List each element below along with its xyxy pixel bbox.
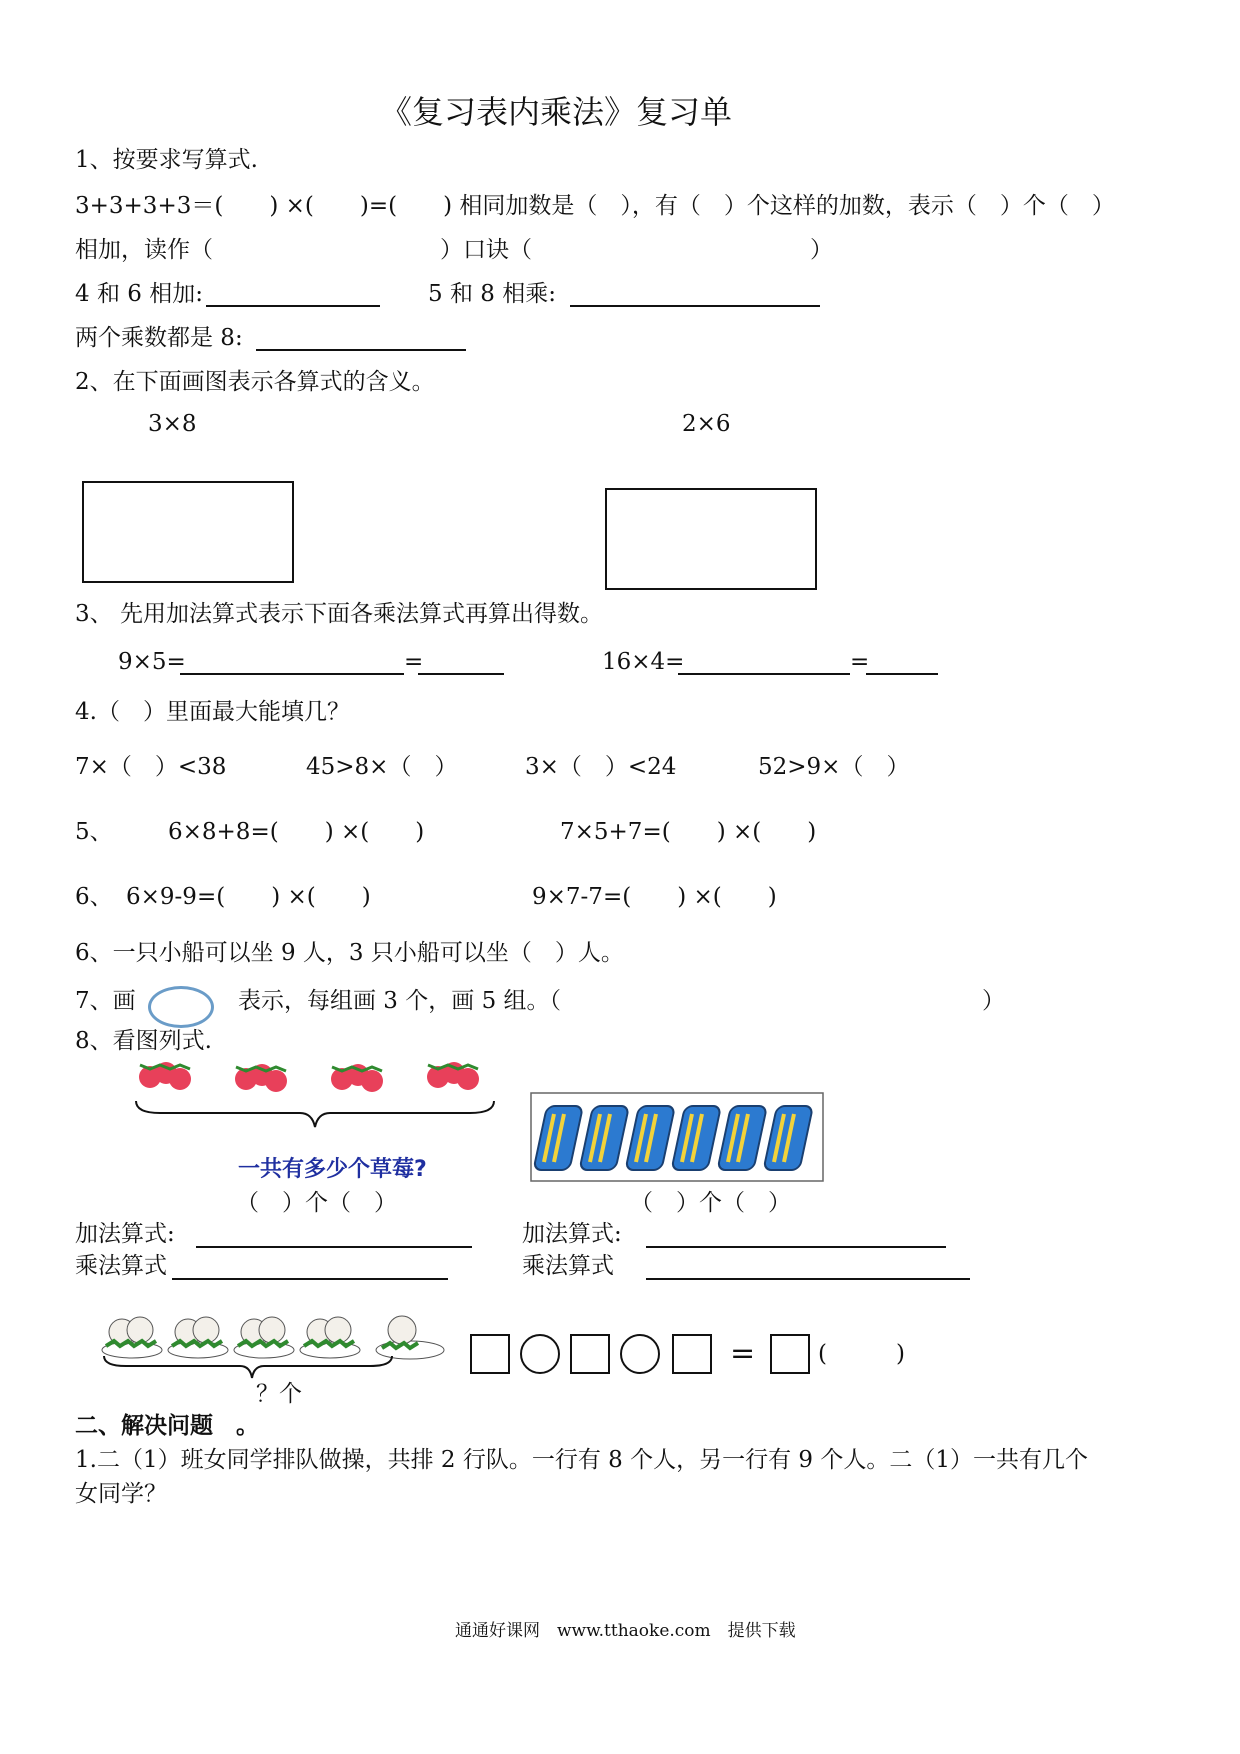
expr-16x4-addition-line[interactable] — [678, 673, 850, 675]
section1-line1: 3+3+3+3＝( ) ×( )=( ) 相同加数是（ ），有（ ）个这样的加数，表示（ ）个（ ） — [75, 193, 1115, 219]
blank-left: （ ）个（ ） — [236, 1190, 397, 1216]
strawberry-group-icon — [427, 1062, 479, 1090]
equals-2: = — [850, 649, 870, 675]
drawing-box-2x6[interactable] — [605, 488, 817, 590]
q-mul-answer-line[interactable] — [570, 305, 820, 307]
part2-heading: 二、解决问题 。 — [75, 1413, 259, 1439]
boat-question: 6、一只小船可以坐 9 人，3 只小船可以坐（ ）人。 — [75, 940, 624, 966]
brace-icon — [136, 1101, 494, 1127]
strawberry-groups-image — [130, 1055, 500, 1135]
s4-item-4: 52>9×（ ） — [758, 754, 910, 780]
part2-q1-line1: 1.二（1）班女同学排队做操，共排 2 行队。一行有 8 个人，另一行有 9 个人。二（1）一共有几个 — [75, 1447, 1088, 1473]
s4-item-3: 3×（ ）<24 — [525, 754, 677, 780]
expr-16x4: 16×4= — [602, 649, 685, 675]
section7-b: 表示，每组画 3 个，画 5 组。（ — [238, 988, 562, 1014]
expr-3x8: 3×8 — [148, 411, 197, 437]
drawing-box-3x8[interactable] — [82, 481, 294, 583]
section5-label: 5、 — [75, 819, 113, 845]
answer-square-result[interactable] — [770, 1334, 810, 1374]
dumpling-plate-icon — [376, 1316, 444, 1359]
add-right-label: 加法算式: — [522, 1221, 622, 1247]
section7-a: 7、画 — [75, 988, 136, 1014]
part2-q1-line2: 女同学？ — [75, 1481, 167, 1507]
section4-heading: 4.（ ）里面最大能填几？ — [75, 699, 350, 725]
mul-left-label: 乘法算式 — [75, 1253, 167, 1279]
operator-circle-2[interactable] — [620, 1334, 660, 1374]
mul-left-line[interactable] — [172, 1278, 448, 1280]
s6-expr-2: 9×7-7=( ) ×( ) — [532, 884, 777, 910]
oval-icon — [148, 986, 214, 1028]
section1-line2-b: ）口诀（ — [440, 237, 532, 263]
mul-right-label: 乘法算式 — [522, 1253, 614, 1279]
expr-9x5-result-line[interactable] — [418, 673, 504, 675]
equals-1: = — [404, 649, 424, 675]
section7-c: ） — [982, 988, 1005, 1014]
equation-equals: = — [730, 1336, 756, 1371]
q-add-label: 4 和 6 相加: — [75, 281, 203, 307]
dumpling-plate-icon — [234, 1317, 294, 1358]
q-mark: ？个 — [256, 1381, 302, 1407]
page-title: 《复习表内乘法》复习单 — [380, 93, 733, 131]
operator-circle-1[interactable] — [520, 1334, 560, 1374]
answer-square-1[interactable] — [470, 1334, 510, 1374]
section2-heading: 2、在下面画图表示各算式的含义。 — [75, 369, 435, 395]
expr-9x5-addition-line[interactable] — [180, 673, 404, 675]
section6-label: 6、 — [75, 884, 113, 910]
expr-16x4-result-line[interactable] — [866, 673, 938, 675]
brace-icon — [104, 1356, 392, 1378]
strawberry-group-icon — [139, 1062, 191, 1090]
answer-square-3[interactable] — [672, 1334, 712, 1374]
section1-heading: 1、按要求写算式. — [75, 147, 258, 173]
dumpling-plate-icon — [168, 1317, 228, 1358]
q-mul-label: 5 和 8 相乘: — [428, 281, 556, 307]
tray-group-image — [530, 1092, 824, 1182]
expr-9x5: 9×5= — [118, 649, 186, 675]
q-both-label: 两个乘数都是 8: — [75, 325, 243, 351]
s4-item-2: 45>8×（ ） — [306, 754, 458, 780]
blank-right: （ ）个（ ） — [630, 1190, 791, 1216]
answer-square-2[interactable] — [570, 1334, 610, 1374]
section8-heading: 8、看图列式. — [75, 1028, 212, 1054]
unit-paren: ( ) — [818, 1341, 905, 1367]
q-both-answer-line[interactable] — [256, 349, 466, 351]
strawberry-question: 一共有多少个草莓? — [238, 1157, 427, 1182]
add-right-line[interactable] — [646, 1246, 946, 1248]
footer-credit: 通通好课网 www.tthaoke.com 提供下载 — [455, 1621, 796, 1641]
q-add-answer-line[interactable] — [206, 305, 380, 307]
strawberry-group-icon — [331, 1064, 383, 1092]
dumpling-plate-icon — [300, 1317, 360, 1358]
section1-line2-c: ） — [810, 237, 833, 263]
strawberry-group-icon — [235, 1064, 287, 1092]
mul-right-line[interactable] — [646, 1278, 970, 1280]
expr-2x6: 2×6 — [682, 411, 731, 437]
section1-line2-a: 相加，读作（ — [75, 237, 213, 263]
dumpling-plate-icon — [102, 1317, 162, 1358]
add-left-label: 加法算式: — [75, 1221, 175, 1247]
s5-expr-1: 6×8+8=( ) ×( ) — [168, 819, 425, 845]
dumpling-plates-image — [100, 1300, 450, 1380]
s6-expr-1: 6×9-9=( ) ×( ) — [126, 884, 371, 910]
s4-item-1: 7×（ ）<38 — [75, 754, 227, 780]
add-left-line[interactable] — [196, 1246, 472, 1248]
s5-expr-2: 7×5+7=( ) ×( ) — [560, 819, 817, 845]
section3-heading: 3、 先用加法算式表示下面各乘法算式再算出得数。 — [75, 601, 603, 627]
